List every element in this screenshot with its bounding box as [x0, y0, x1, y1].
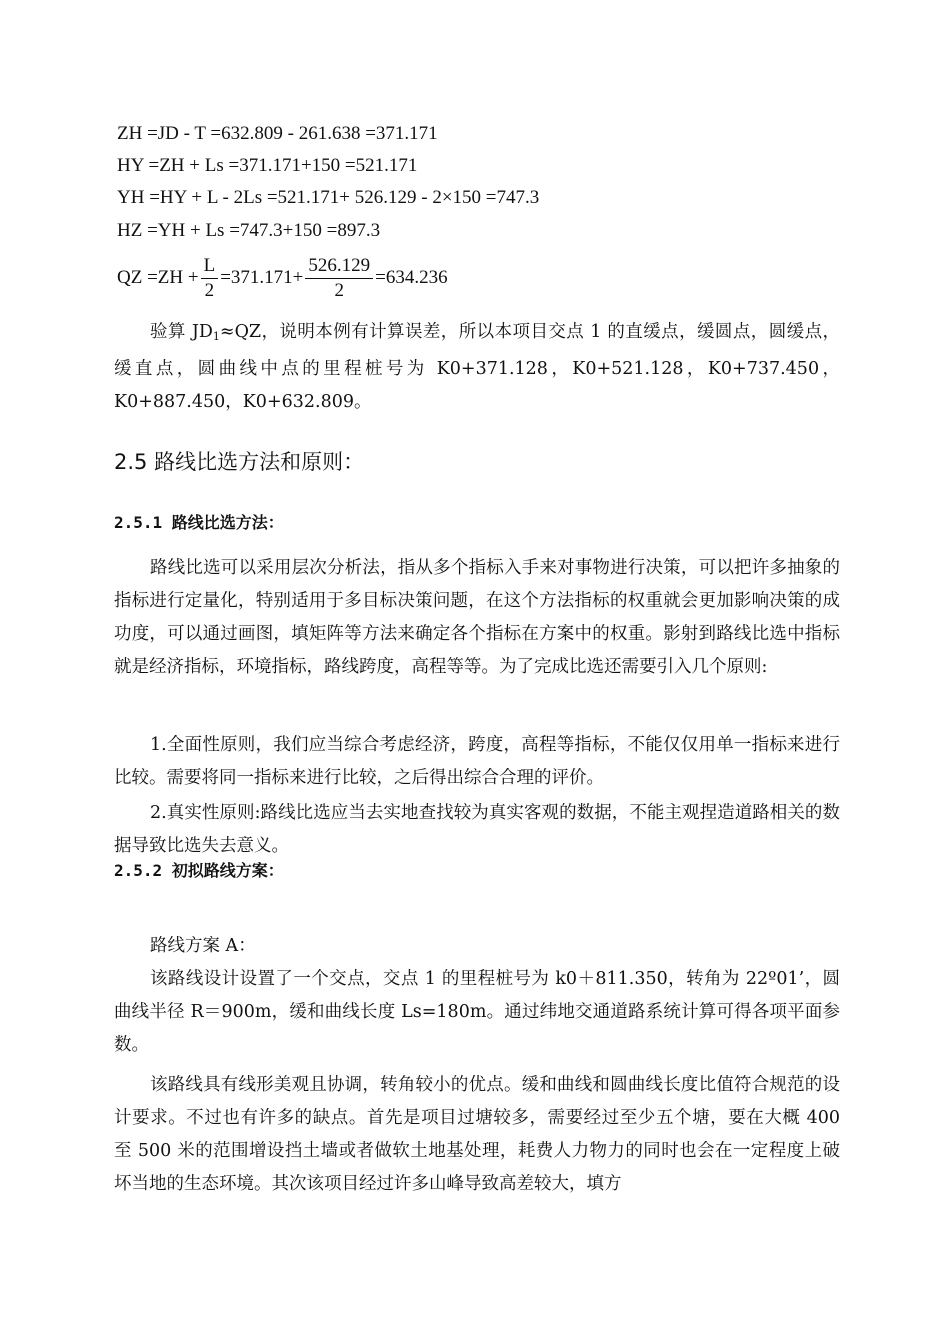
formula-qz-middle: =371.171+	[220, 267, 304, 288]
fraction-denominator: 2	[334, 279, 345, 301]
fraction-l-over-2	[201, 254, 219, 303]
formula-qz-prefix: QZ =ZH +	[117, 267, 199, 288]
formula-hy: HY =ZH + Ls =371.171+150 =521.171	[117, 155, 418, 176]
fraction-numerator: L	[201, 254, 219, 279]
fraction-numerator: 526.129	[305, 254, 373, 279]
method-paragraph: 路线比选可以采用层次分析法，指从多个指标入手来对事物进行决策，可以把许多抽象的指标进行定量化，特别适用于多目标决策问题，在这个方法指标的权重就会更加影响决策的成功度，可以通过画图，填矩阵等方法来确定各个指标在方案中的权重。影射到路线比选中指标就是经济指标，环境指标，路线跨度，高程等等。为了完成比选还需要引入几个原则:	[114, 558, 840, 677]
formula-qz	[117, 250, 448, 306]
verify-text-rest: ≈QZ，说明本例有计算误差，所以本项目交点 1 的直缓点，缓圆点，圆缓点，缓直点，圆曲线中点的里程桩号为 K0+371.128，K0+521.128，K0+737.450，K0+887.450，K0+632.809。	[114, 322, 840, 412]
formula-qz-suffix: =634.236	[375, 267, 448, 288]
section-heading-2-5-1: 2.5.1 路线比选方法：	[114, 513, 284, 532]
plan-a-label: 路线方案 A：	[150, 936, 256, 956]
plan-a-evaluation: 该路线具有线形美观且协调，转角较小的优点。缓和曲线和圆曲线长度比值符合规范的设计要求。不过也有许多的缺点。首先是项目过塘较多，需要经过至少五个塘，要在大概 400 至 500 米的范围增设挡土墙或者做软土地基处理，耗费人力物力的同时也会在一定程度上破坏当地的生态环境。其次该项目经过许多山峰导致高差较大，填方	[114, 1075, 840, 1194]
fraction-curve-length-over-2	[305, 254, 373, 303]
verification-paragraph	[114, 316, 840, 419]
section-heading-2-5: 2.5 路线比选方法和原则：	[114, 450, 365, 474]
formula-yh: YH =HY + L - 2Ls =521.171+ 526.129 - 2×150 =747.3	[117, 187, 540, 208]
principle-comprehensive: 1.全面性原则，我们应当综合考虑经济，跨度，高程等指标，不能仅仅用单一指标来进行比较。需要将同一指标来进行比较，之后得出综合合理的评价。	[114, 735, 840, 788]
formula-hz: HZ =YH + Ls =747.3+150 =897.3	[117, 220, 381, 241]
plan-a-parameters: 该路线设计设置了一个交点，交点 1 的里程桩号为 k0＋811.350，转角为 22º01’，圆曲线半径 R＝900m，缓和曲线长度 Ls=180m。通过纬地交通道路系统计算可得各项平面参数。	[114, 969, 840, 1055]
section-heading-2-5-2: 2.5.2 初拟路线方案：	[114, 861, 284, 880]
fraction-denominator: 2	[204, 279, 215, 301]
principle-authenticity: 2.真实性原则:路线比选应当去实地查找较为真实客观的数据，不能主观捏造道路相关的数据导致比选失去意义。	[114, 803, 840, 856]
verify-subscript: 1	[212, 330, 220, 343]
formula-zh: ZH =JD - T =632.809 - 261.638 =371.171	[117, 123, 438, 144]
verify-text-start: 验算 JD	[150, 322, 213, 342]
